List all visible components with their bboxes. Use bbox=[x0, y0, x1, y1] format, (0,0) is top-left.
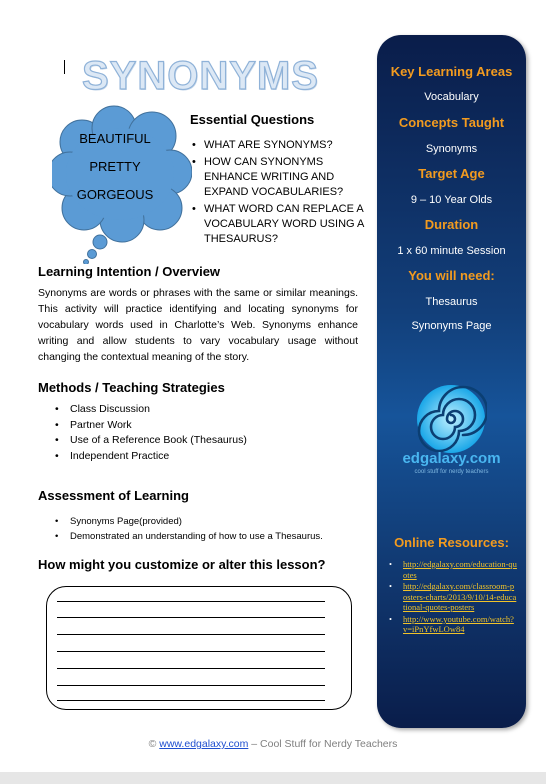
list-item: • WHAT WORD CAN REPLACE A VOCABULARY WORD USING A THESAURUS? bbox=[190, 202, 365, 247]
cloud-words bbox=[60, 128, 170, 212]
logo-text: edgalaxy.com bbox=[402, 450, 501, 467]
online-resources-label: Online Resources: bbox=[394, 535, 509, 550]
footer-link[interactable]: www.edgalaxy.com bbox=[159, 738, 249, 750]
essential-questions-heading: Essential Questions bbox=[190, 112, 315, 127]
methods-list bbox=[55, 402, 247, 464]
online-resources-list bbox=[389, 559, 517, 636]
cloud-word: GORGEOUS bbox=[76, 187, 154, 202]
note-line bbox=[57, 700, 325, 701]
need-item: Thesaurus bbox=[425, 296, 478, 308]
essential-questions-list bbox=[190, 138, 365, 249]
note-line bbox=[57, 668, 325, 669]
methods-heading: Methods / Teaching Strategies bbox=[38, 380, 225, 395]
edgalaxy-logo-icon bbox=[415, 383, 487, 455]
page-title: SYNONYMS bbox=[82, 54, 319, 98]
list-item: • Class Discussion bbox=[55, 402, 247, 418]
concepts-value: Synonyms bbox=[425, 143, 478, 155]
learning-intention-text: Synonyms are words or phrases with the same or similar meanings. This activity will practice identifying and locating synonyms for vocabulary words used in Charlotte’s Web. Synonyms enhance writing and allow students to vary vocabulary usage without changing the contextual meaning of the story. bbox=[38, 287, 358, 363]
customize-heading: How might you customize or alter this lesson? bbox=[38, 557, 326, 572]
cloud-word: BEAUTIFUL bbox=[79, 131, 151, 146]
notes-box[interactable] bbox=[46, 586, 352, 710]
assessment-list bbox=[55, 514, 323, 544]
list-item: • Use of a Reference Book (Thesaurus) bbox=[55, 433, 247, 449]
resource-link[interactable]: http://edgalaxy.com/education-quotes bbox=[403, 559, 517, 580]
list-item: • Synonyms Page(provided) bbox=[55, 514, 323, 529]
note-line bbox=[57, 617, 325, 618]
key-learning-areas-value: Vocabulary bbox=[424, 91, 479, 103]
footer bbox=[0, 738, 546, 750]
resource-link[interactable]: http://edgalaxy.com/classroom-posters-charts/2013/9/10/14-educational-quotes-posters bbox=[403, 581, 517, 612]
text-cursor bbox=[64, 60, 65, 74]
footer-tagline: – Cool Stuff for Nerdy Teachers bbox=[251, 738, 398, 750]
list-item: • Demonstrated an understanding of how to use a Thesaurus. bbox=[55, 529, 323, 544]
note-line bbox=[57, 634, 325, 635]
assessment-heading: Assessment of Learning bbox=[38, 488, 189, 503]
resource-link[interactable]: http://www.youtube.com/watch?v=iPnYfwLOw84 bbox=[403, 613, 514, 634]
note-line bbox=[57, 651, 325, 652]
list-item bbox=[389, 614, 517, 635]
duration-label: Duration bbox=[424, 217, 479, 232]
note-line bbox=[57, 601, 325, 602]
note-line bbox=[57, 685, 325, 686]
you-will-need-label: You will need: bbox=[408, 268, 495, 283]
list-item: • Partner Work bbox=[55, 418, 247, 434]
concepts-label: Concepts Taught bbox=[398, 115, 505, 130]
need-item: Synonyms Page bbox=[411, 320, 492, 332]
page-bottom-edge bbox=[0, 772, 546, 784]
list-item bbox=[389, 581, 517, 613]
list-item: • Independent Practice bbox=[55, 449, 247, 465]
cloud-word: PRETTY bbox=[89, 159, 141, 174]
target-age-label: Target Age bbox=[418, 166, 485, 181]
list-item: • HOW CAN SYNONYMS ENHANCE WRITING AND EXPAND VOCABULARIES? bbox=[190, 155, 365, 200]
learning-intention-heading: Learning Intention / Overview bbox=[38, 264, 221, 279]
duration-value: 1 x 60 minute Session bbox=[397, 245, 506, 257]
list-item: • WHAT ARE SYNONYMS? bbox=[190, 138, 365, 153]
copyright-symbol: © bbox=[148, 738, 157, 750]
target-age-value: 9 – 10 Year Olds bbox=[410, 194, 493, 206]
list-item bbox=[389, 559, 517, 580]
sidebar-panel bbox=[377, 35, 526, 728]
logo-tagline: cool stuff for nerdy teachers bbox=[414, 469, 489, 475]
key-learning-areas-label: Key Learning Areas bbox=[390, 64, 513, 79]
